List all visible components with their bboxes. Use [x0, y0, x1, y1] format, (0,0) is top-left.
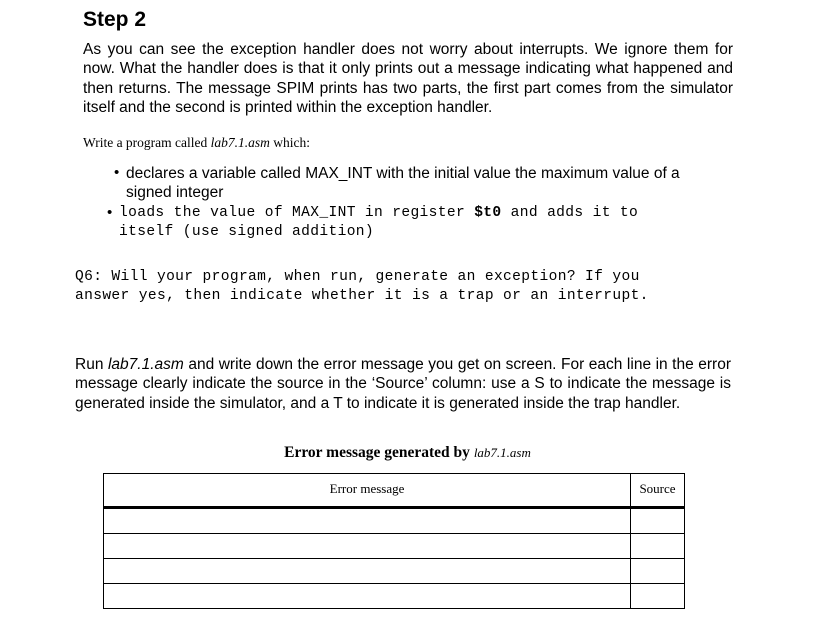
- bullet-1-line-1: declares a variable called MAX_INT with the initial value the maximum value of a: [126, 165, 680, 182]
- table-header-row: [104, 474, 685, 508]
- intro-paragraph: As you can see the exception handler does not worry about interrupts. We ignore them for now. What the handler does is that it only prints out a message indicating what happened and then returns. The message SPIM prints has two parts, the first part comes from the simulator itself and the second is printed within the exception handler.: [83, 41, 733, 116]
- table-caption: [0, 444, 815, 462]
- write-prefix: Write a program called: [83, 135, 211, 150]
- bullet-2-post: and adds it to: [501, 205, 639, 221]
- table-cell-source[interactable]: [631, 508, 685, 534]
- run-pre: Run: [75, 356, 108, 373]
- table-cell-source[interactable]: [631, 534, 685, 559]
- table-cell-message[interactable]: [104, 508, 631, 534]
- table-cell-source[interactable]: [631, 559, 685, 584]
- question-6-line-1: Q6: Will your program, when run, generate an exception? If you: [75, 269, 640, 285]
- write-program-line: [83, 135, 310, 151]
- run-filename: lab7.1.asm: [107, 356, 184, 373]
- bullet-2-line-1: [119, 204, 638, 223]
- bullet-dot-2: •: [107, 204, 113, 221]
- table-cell-message[interactable]: [104, 584, 631, 609]
- bullet-1-line-2: signed integer: [126, 184, 224, 201]
- table-row: [104, 559, 685, 584]
- write-suffix: which:: [269, 135, 311, 150]
- caption-bold: Error message generated by: [284, 444, 474, 461]
- run-post: and write down the error message you get on screen. For each line in the error message clearly indicate the source in the ‘Source’ column: use a S to indicate the message is generated inside the simulator, and a T to indicate it is generated inside the trap handler.: [75, 356, 731, 412]
- header-source: Source: [631, 474, 685, 508]
- table-cell-source[interactable]: [631, 584, 685, 609]
- table-row: [104, 584, 685, 609]
- run-instructions-paragraph: [75, 355, 731, 413]
- register-name: $t0: [474, 205, 502, 221]
- question-6-line-2: answer yes, then indicate whether it is a trap or an interrupt.: [75, 288, 649, 304]
- bullet-2-pre: loads the value of MAX_INT in register: [119, 205, 475, 221]
- caption-filename: lab7.1.asm: [473, 445, 531, 460]
- bullet-2-line-2: itself (use signed addition): [119, 224, 375, 240]
- table-cell-message[interactable]: [104, 534, 631, 559]
- header-error-message: Error message: [104, 474, 631, 508]
- bullet-dot-1: •: [114, 164, 120, 181]
- table-row: [104, 508, 685, 534]
- step-heading: Step 2: [83, 8, 147, 31]
- write-filename: lab7.1.asm: [210, 135, 270, 150]
- table-cell-message[interactable]: [104, 559, 631, 584]
- table-row: [104, 534, 685, 559]
- error-message-table: [103, 473, 685, 609]
